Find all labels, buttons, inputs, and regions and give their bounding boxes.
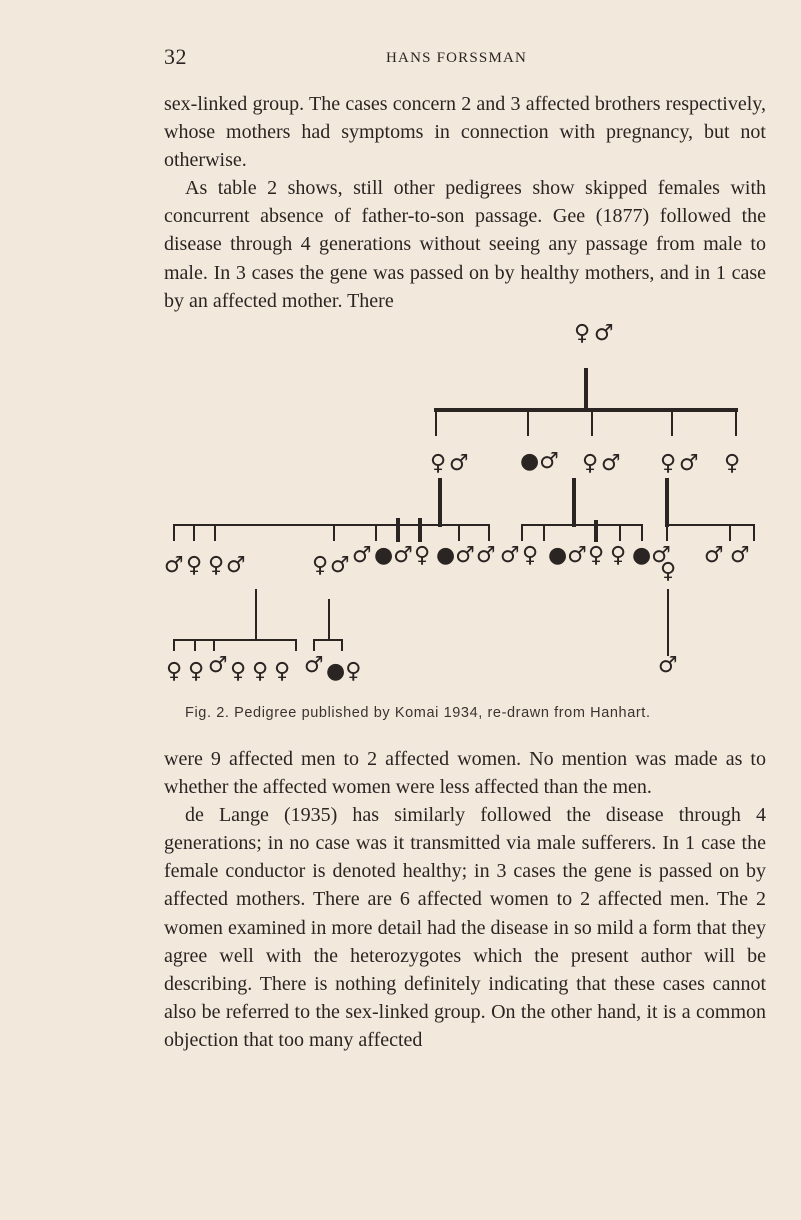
male-symbol: ♂ bbox=[449, 451, 469, 476]
female-symbol: ♀ bbox=[610, 543, 627, 568]
male-symbol: ♂ bbox=[330, 553, 350, 578]
paragraph: de Lange (1935) has similarly followed the disease through 4 generations; in no case was it transmitted via male sufferers. In 1 case the female conductor is denoted healthy; in 3 cases the gene is passed on by affected mothers. There are 6 affected women to 2 affected men. The 2 women examined in more detail had the disease in so mild a form that they agree well with the heterozygotes which the present author will be describing. There is nothing definitely indicating that these cases cannot also be referred to the sex-linked group. On the other hand, it is a common objection that too many affected bbox=[164, 804, 766, 1051]
female-symbol: ♀ bbox=[588, 543, 605, 568]
male-symbol: ♂ bbox=[594, 321, 614, 346]
paragraph: As table 2 shows, still other pedigrees show skipped females with concurrent absence of father-to-son passage. Gee (1877) followed the disease through 4 generations without seeing any passage from male to male. In 3 cases the gene was passed on by healthy mothers, and in 1 case by an affected mother. There bbox=[164, 177, 766, 312]
female-symbol: ♀ bbox=[582, 451, 599, 476]
female-symbol: ♀ bbox=[430, 451, 447, 476]
paragraph: were 9 affected men to 2 affected women. No mention was made as to whether the affected women were less affected than the men. bbox=[164, 748, 766, 799]
body-text-bottom bbox=[164, 745, 766, 1054]
male-symbol: ♂ bbox=[304, 653, 324, 678]
paragraph: sex-linked group. The cases concern 2 and 3 affected brothers respectively, whose mothers had symptoms in connection with pregnancy, but not otherwise. bbox=[164, 93, 766, 172]
female-symbol: ♀ bbox=[312, 553, 329, 578]
male-symbol: ♂ bbox=[208, 653, 228, 678]
body-text-top bbox=[164, 90, 766, 315]
male-symbol: ♂ bbox=[164, 553, 184, 578]
male-symbol: ♂ bbox=[500, 543, 520, 568]
male-symbol: ♂ bbox=[658, 653, 678, 678]
female-symbol: ♀ bbox=[188, 659, 205, 684]
pedigree-diagram bbox=[164, 310, 784, 695]
female-symbol: ♀ bbox=[522, 543, 539, 568]
female-symbol: ♀ bbox=[166, 659, 183, 684]
female-symbol: ♀ bbox=[660, 559, 677, 584]
female-symbol: ♀ bbox=[414, 543, 431, 568]
male-symbol: ♂ bbox=[730, 543, 750, 568]
affected-male-symbol: ●♂ bbox=[436, 543, 475, 568]
female-symbol: ♀ bbox=[574, 321, 591, 346]
figure-caption: Fig. 2. Pedigree published by Komai 1934, re-drawn from Hanhart. bbox=[185, 705, 651, 721]
female-symbol: ♀ bbox=[208, 553, 225, 578]
page-number: 32 bbox=[164, 44, 187, 69]
female-symbol: ♀ bbox=[660, 451, 677, 476]
running-head: HANS FORSSMAN bbox=[386, 50, 528, 66]
female-symbol: ♀ bbox=[274, 659, 291, 684]
female-symbol: ♀ bbox=[186, 553, 203, 578]
affected-male-symbol: ●♂ bbox=[374, 543, 413, 568]
affected-male-symbol: ●♂ bbox=[632, 543, 671, 568]
affected-male-symbol: ●♂ bbox=[520, 449, 559, 474]
female-symbol: ♀ bbox=[230, 659, 247, 684]
male-symbol: ♂ bbox=[226, 553, 246, 578]
affected-male-symbol: ●♂ bbox=[548, 543, 587, 568]
male-symbol: ♂ bbox=[601, 451, 621, 476]
female-symbol: ♀ bbox=[252, 659, 269, 684]
male-symbol: ♂ bbox=[679, 451, 699, 476]
female-symbol: ♀ bbox=[724, 451, 741, 476]
male-symbol: ♂ bbox=[704, 543, 724, 568]
pedigree-figure bbox=[164, 310, 784, 695]
male-symbol: ♂ bbox=[476, 543, 496, 568]
male-symbol: ♂ bbox=[352, 543, 372, 568]
affected-female-symbol: ●♀ bbox=[326, 659, 362, 684]
